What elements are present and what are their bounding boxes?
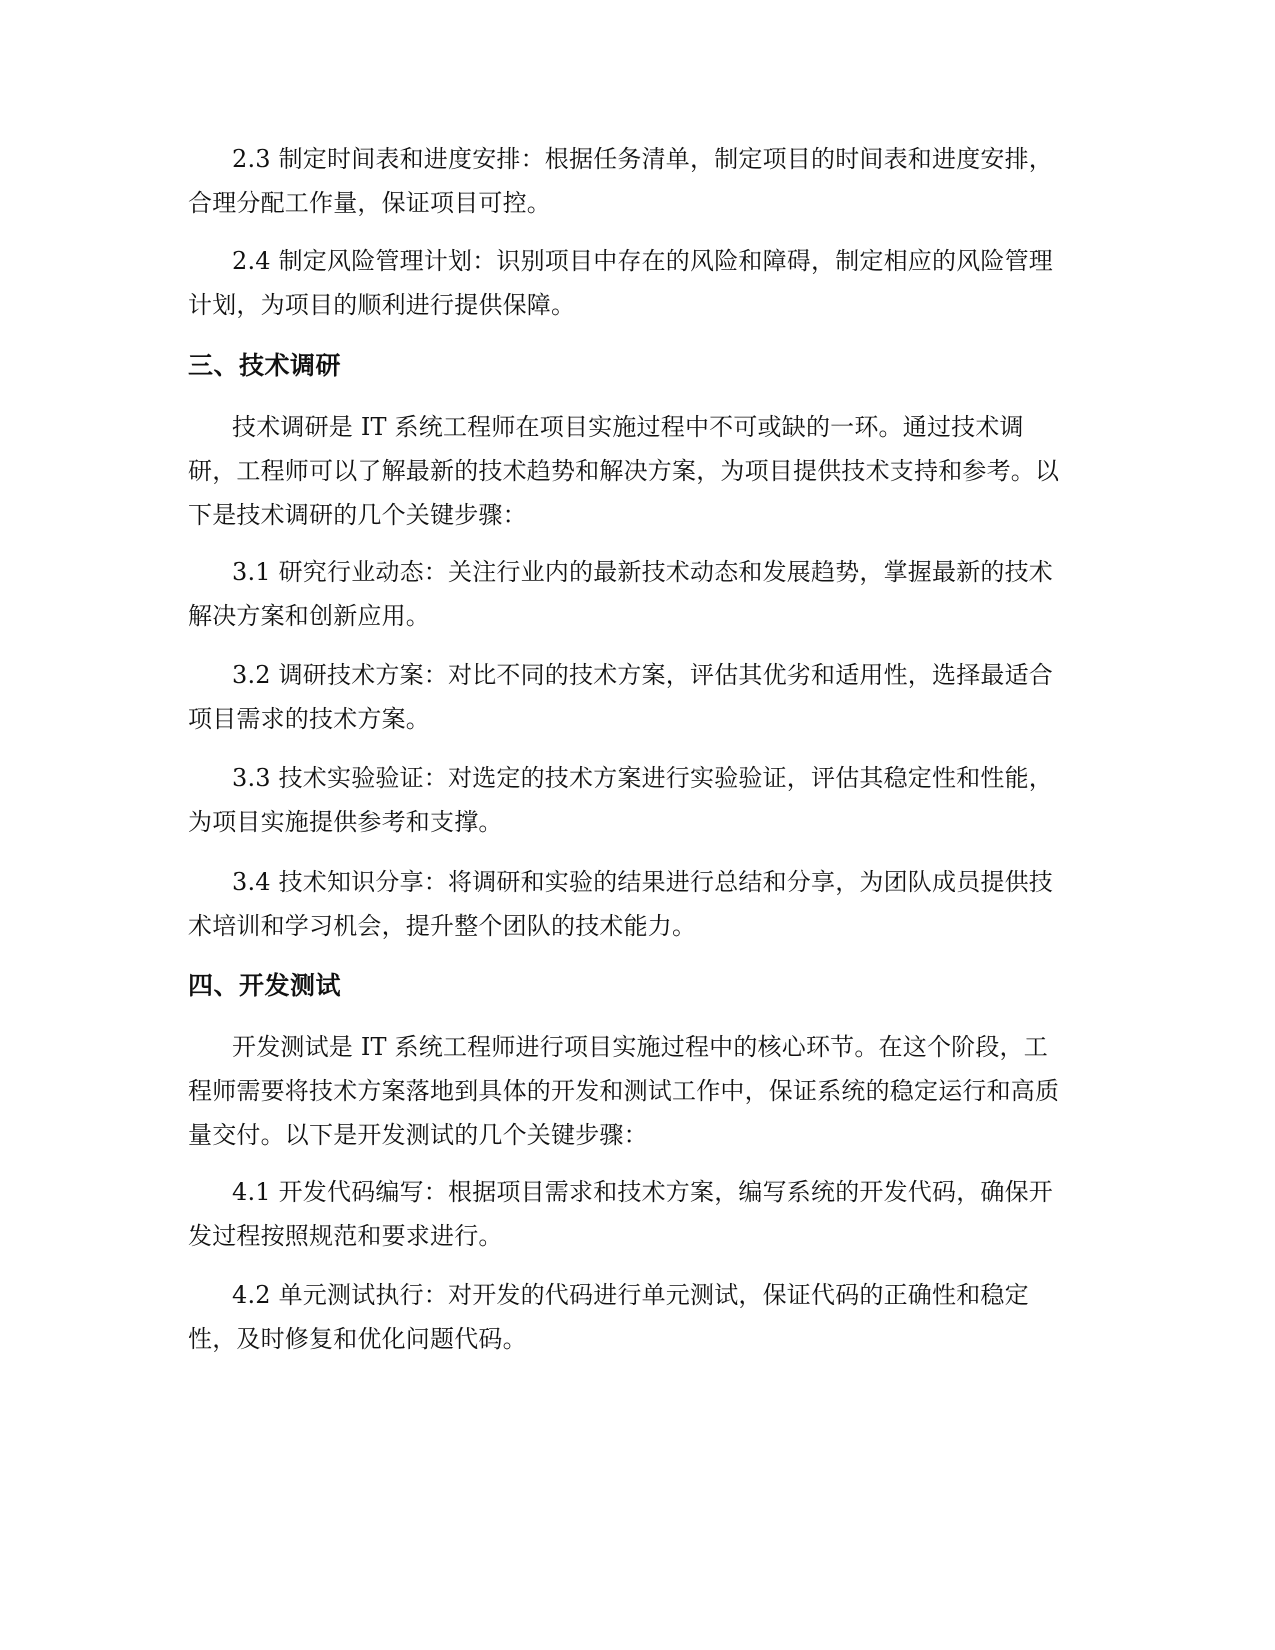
text-line: 3.3 技术实验验证：对选定的技术方案进行实验验证，评估其稳定性和性能， [232,764,1053,792]
text-line: 4.1 开发代码编写：根据项目需求和技术方案，编写系统的开发代码，确保开 [232,1178,1053,1206]
text-line: 性，及时修复和优化问题代码。 [188,1325,527,1353]
text-line: 项目需求的技术方案。 [188,705,430,733]
text-line: 3.1 研究行业动态：关注行业内的最新技术动态和发展趋势，掌握最新的技术 [232,558,1053,586]
text-line: 3.4 技术知识分享：将调研和实验的结果进行总结和分享，为团队成员提供技 [232,868,1053,896]
text-line: 解决方案和创新应用。 [188,602,430,630]
paragraph-3-4 [188,860,1088,948]
text-line: 术培训和学习机会，提升整个团队的技术能力。 [188,912,697,940]
paragraph-3-1 [188,550,1088,638]
text-line: 程师需要将技术方案落地到具体的开发和测试工作中，保证系统的稳定运行和高质 [188,1077,1060,1105]
text-line: 发过程按照规范和要求进行。 [188,1222,503,1250]
text-line: 开发测试是 IT 系统工程师进行项目实施过程中的核心环节。在这个阶段，工 [232,1033,1048,1061]
text-line: 下是技术调研的几个关键步骤： [188,501,527,529]
paragraph-2-3 [188,137,1088,225]
paragraph-section-3-intro [188,405,1088,537]
text-line: 为项目实施提供参考和支撑。 [188,808,503,836]
paragraph-section-4-intro [188,1025,1088,1157]
text-line: 量交付。以下是开发测试的几个关键步骤： [188,1121,648,1149]
text-line: 3.2 调研技术方案：对比不同的技术方案，评估其优劣和适用性，选择最适合 [232,661,1053,689]
paragraph-3-3 [188,756,1088,844]
text-line: 2.3 制定时间表和进度安排：根据任务清单，制定项目的时间表和进度安排， [232,145,1053,173]
text-line: 2.4 制定风险管理计划：识别项目中存在的风险和障碍，制定相应的风险管理 [232,247,1053,275]
paragraph-4-1 [188,1170,1088,1258]
paragraph-2-4 [188,239,1088,327]
text-line: 4.2 单元测试执行：对开发的代码进行单元测试，保证代码的正确性和稳定 [232,1281,1029,1309]
text-line: 合理分配工作量，保证项目可控。 [188,189,551,217]
section-heading-4: 四、开发测试 [188,971,342,1000]
paragraph-4-2 [188,1273,1088,1361]
text-line: 计划，为项目的顺利进行提供保障。 [188,291,576,319]
text-line: 研，工程师可以了解最新的技术趋势和解决方案，为项目提供技术支持和参考。以 [188,457,1060,485]
section-heading-3: 三、技术调研 [188,351,342,380]
paragraph-3-2 [188,653,1088,741]
text-line: 技术调研是 IT 系统工程师在项目实施过程中不可或缺的一环。通过技术调 [232,413,1024,441]
